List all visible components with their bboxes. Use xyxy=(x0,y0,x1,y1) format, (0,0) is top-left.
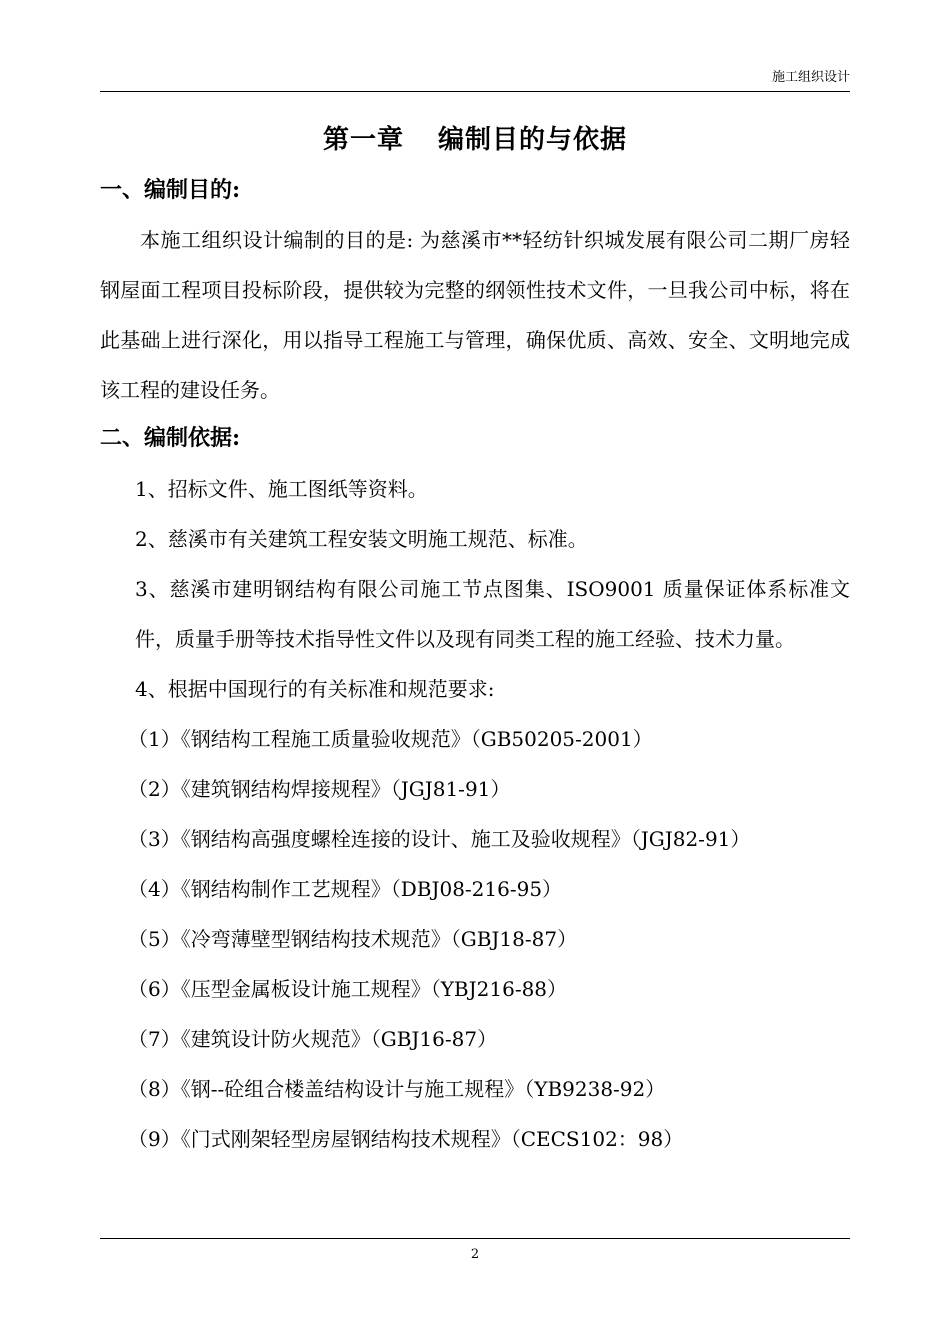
basis-list xyxy=(0,464,950,1164)
standard-item: （8）《钢--砼组合楼盖结构设计与施工规程》（YB9238-92） xyxy=(128,1077,666,1101)
chapter-name: 编制目的与依据 xyxy=(438,125,628,155)
section-heading-basis: 二、编制依据: xyxy=(100,425,241,451)
standard-item: （9）《门式刚架轻型房屋钢结构技术规程》（CECS102：98） xyxy=(128,1127,684,1151)
page-number: 2 xyxy=(470,1247,480,1262)
standard-item: （5）《冷弯薄壁型钢结构技术规范》（GBJ18-87） xyxy=(128,927,578,951)
standard-item: （4）《钢结构制作工艺规程》（DBJ08-216-95） xyxy=(128,877,563,901)
running-header: 施工组织设计 xyxy=(771,70,850,85)
standard-item: （2）《建筑钢结构焊接规程》（JGJ81-91） xyxy=(128,777,511,801)
list-item: 3、慈溪市建明钢结构有限公司施工节点图集、ISO9001 质量保证体系标准文件，质量手册等技术指导性文件以及现有同类工程的施工经验、技术力量。 xyxy=(135,577,850,651)
standard-item: （7）《建筑设计防火规范》（GBJ16-87） xyxy=(128,1027,498,1051)
standard-item: （3）《钢结构高强度螺栓连接的设计、施工及验收规程》（JGJ82-91） xyxy=(128,827,751,851)
header-rule xyxy=(100,91,850,92)
list-item: 4、根据中国现行的有关标准和规范要求: xyxy=(135,677,495,701)
chapter-label: 第一章 xyxy=(322,125,404,155)
list-item: 2、慈溪市有关建筑工程安装文明施工规范、标准。 xyxy=(135,527,588,551)
footer-rule xyxy=(100,1238,850,1239)
list-item: 1、招标文件、施工图纸等资料。 xyxy=(135,477,428,501)
standard-item: （1）《钢结构工程施工质量验收规范》（GB50205-2001） xyxy=(128,727,653,751)
section-heading-purpose: 一、编制目的: xyxy=(100,177,241,203)
purpose-paragraph: 本施工组织设计编制的目的是: 为慈溪市**轻纺针织城发展有限公司二期厂房轻钢屋面工程项目投标阶段，提供较为完整的纲领性技术文件，一旦我公司中标，将在此基础上进行深化，用以指导工程施工与管理，确保优质、高效、安全、文明地完成该工程的建设任务。 xyxy=(100,228,850,402)
standard-item: （6）《压型金属板设计施工规程》（YBJ216-88） xyxy=(128,977,568,1001)
chapter-title xyxy=(0,118,950,162)
